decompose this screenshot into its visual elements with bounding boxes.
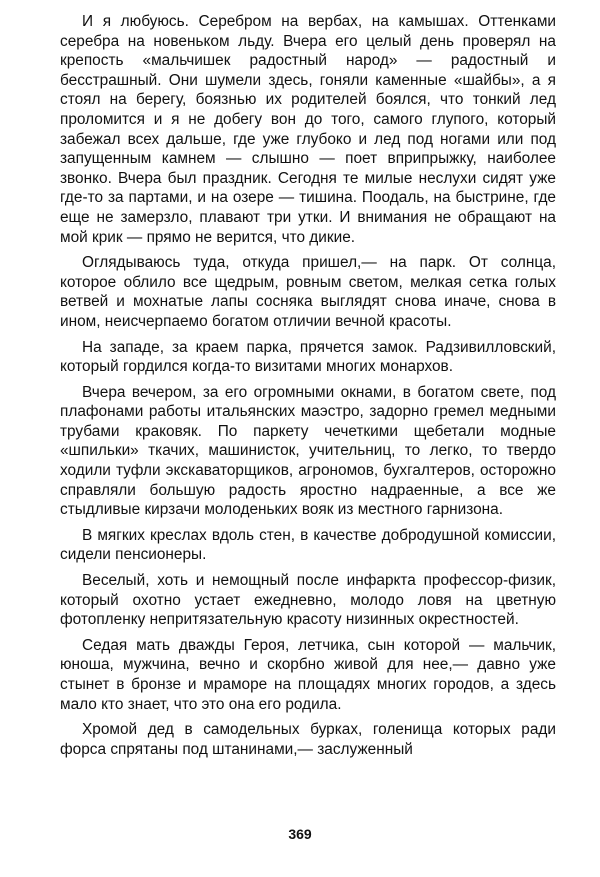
paragraph-2: Оглядываюсь туда, откуда пришел,— на парк. От солнца, которое облило все щедрым, ровным светом, мелкая сетка голых ветвей и мохнатые лапы сосняка выглядят снова иначе, снова в ином, неисчерпаемо богатом отличии вечной красоты.	[60, 254, 556, 330]
paragraph-5: В мягких креслах вдоль стен, в качестве добродушной комиссии, сидели пенсионеры.	[60, 526, 556, 564]
paragraph-4: Вчера вечером, за его огромными окнами, в богатом свете, под плафонами работы итальянских маэстро, задорно гремел медными трубами краковяк. По паркету чечеткими щебетали модные «шпильки» ткачих, машинисток, учительниц, то легко, то твердо ходили туфли экскаваторщиков, агрономов, бухгалтеров, осторожно справляли большую радость яростно надраенные, а все же стыдливые кирзачи молоденьких вояк из местного гарнизона.	[60, 383, 556, 519]
paragraph-7: Седая мать дважды Героя, летчика, сын которой — мальчик, юноша, мужчина, вечно и скорбно живой для нее,— давно уже стынет в бронзе и мраморе на площадях многих городов, а здесь мало кто знает, что это она его родила.	[60, 636, 556, 713]
page-number: 369	[288, 826, 312, 842]
page-body	[60, 12, 556, 765]
paragraph-3: На западе, за краем парка, прячется замок. Радзивилловский, который гордился когда-то визитами многих монархов.	[60, 338, 556, 376]
paragraph-8: Хромой дед в самодельных бурках, голенища которых ради форса спрятаны под штанинами,— заслуженный	[60, 721, 556, 758]
paragraph-6: Веселый, хоть и немощный после инфаркта профессор-физик, который охотно устает ежедневно, молодо ловя на цветную фотопленку непритязательную красоту низинных окрестностей.	[60, 572, 556, 629]
paragraph-1: И я любуюсь. Серебром на вербах, на камышах. Оттенками серебра на новеньком льду. Вчера его целый день проверял на крепость «мальчишек радостный народ» — радостный и бесстрашный. Они шумели здесь, гоняли каменные «шайбы», а я стоял на берегу, боязнью их родителей боялся, что тонкий лед проломится и я не добегу вон до того, самого глупого, который забежал всех дальше, где уже глубоко и лед под ногами или под запущенным камнем — слышно — поет вприпрыжку, наиболее звонко. Вчера был праздник. Сегодня те милые неслухи сидят уже где-то за партами, и на озере — тишина. Поодаль, на быстрине, где еще не замерзло, плавают три утки. И внимания не обращают на мой крик — прямо не верится, что дикие.	[60, 13, 556, 246]
